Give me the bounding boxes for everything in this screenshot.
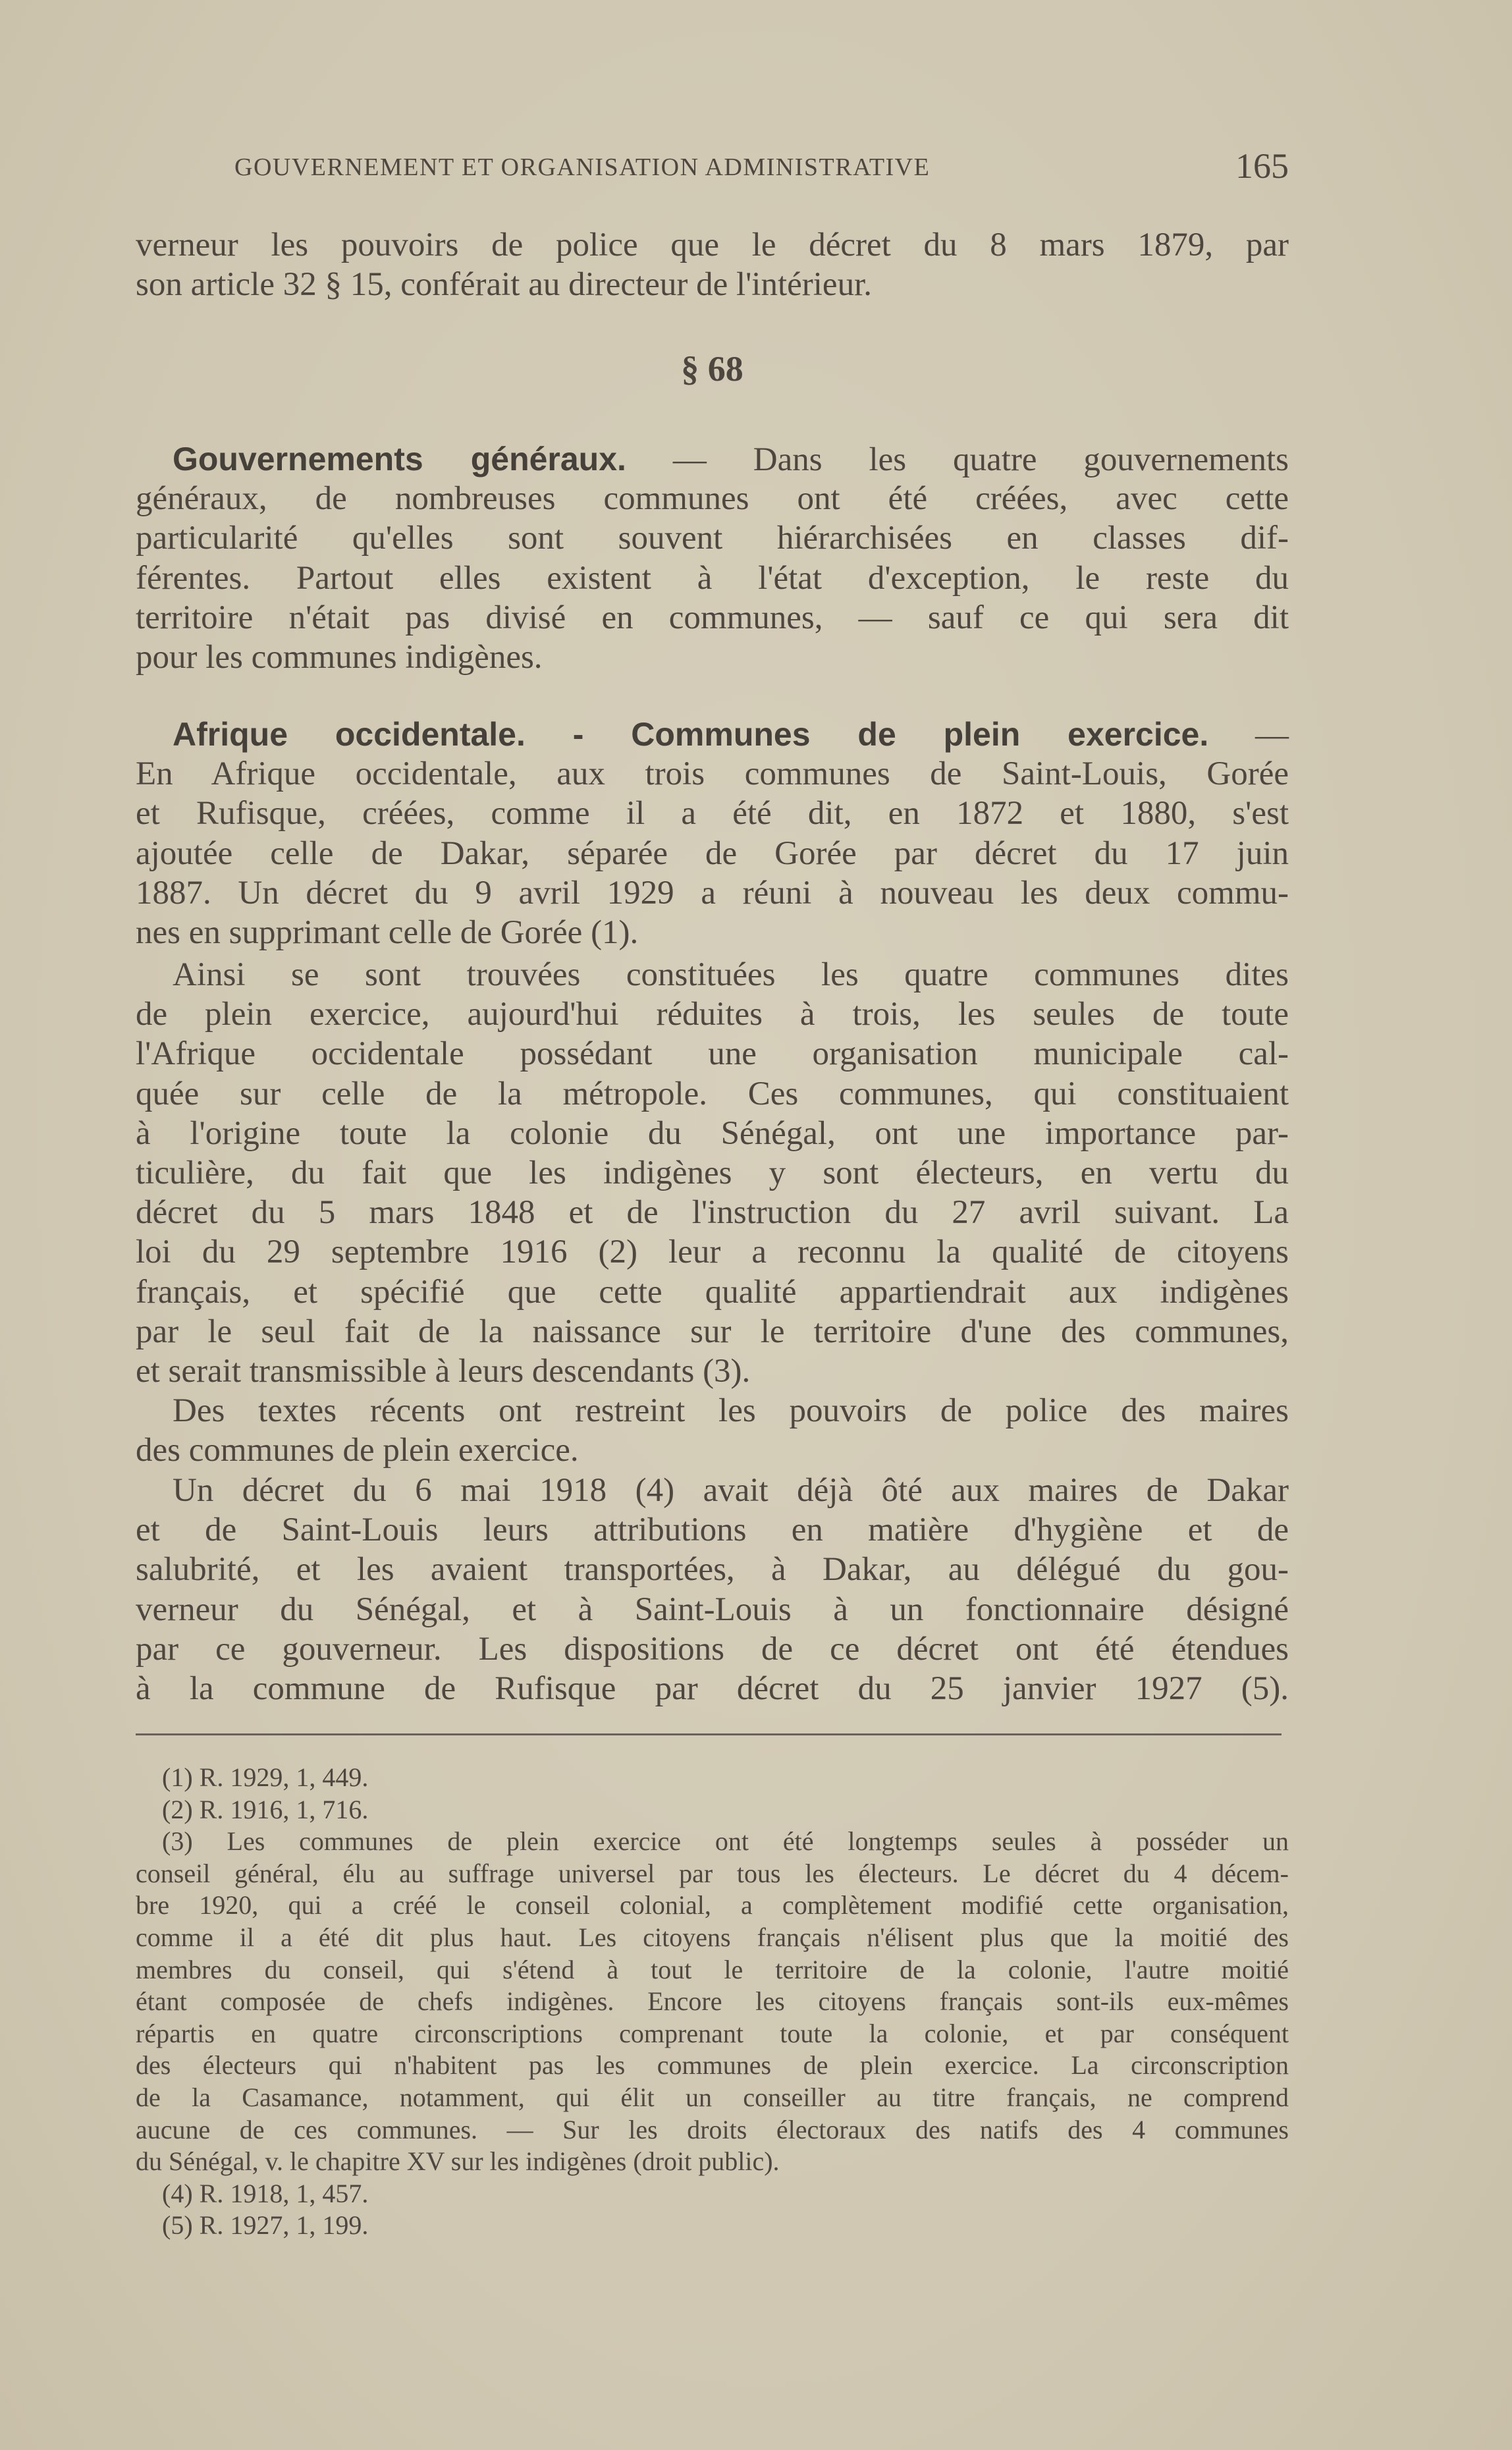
text-line: Ainsi se sont trouvées constituées les quatre communes dites <box>173 956 1289 993</box>
paragraph <box>136 955 1289 1391</box>
text-line: ticulière, du fait que les indigènes y sont électeurs, en vertu du <box>136 1154 1289 1191</box>
footnotes <box>136 1762 1289 2242</box>
paragraph-afrique-occidentale <box>136 715 1289 952</box>
text-line: (2) R. 1916, 1, 716. <box>162 1794 369 1824</box>
text-line: généraux, de nombreuses communes ont été créées, avec cette <box>136 480 1289 518</box>
text-line: Des textes récents ont restreint les pouvoirs de police des maires <box>173 1392 1289 1429</box>
text-line: (1) R. 1929, 1, 449. <box>162 1762 369 1792</box>
text-line: comme il a été dit plus haut. Les citoyens français n'élisent plus que la moitié des <box>136 1922 1289 1952</box>
text-line: membres du conseil, qui s'étend à tout le territoire de la colonie, l'autre moitié <box>136 1954 1289 1984</box>
paragraph <box>136 225 1289 304</box>
text-line: décret du 5 mars 1848 et de l'instruction du 27 avril suivant. La <box>136 1194 1289 1232</box>
text-line: de la Casamance, notamment, qui élit un conseiller au titre français, ne comprend <box>136 2082 1289 2112</box>
text-line: quée sur celle de la métropole. Ces communes, qui constituaient <box>136 1075 1289 1112</box>
text-line: territoire n'était pas divisé en communes, — sauf ce qui sera dit <box>136 599 1289 636</box>
text-line: (3) Les communes de plein exercice ont été longtemps seules à posséder un <box>162 1826 1289 1857</box>
page-header <box>234 146 1289 186</box>
text-line: à l'origine toute la colonie du Sénégal, ont une importance par- <box>136 1114 1289 1152</box>
text-line: répartis en quatre circonscriptions comprenant toute la colonie, et par conséquent <box>136 2018 1289 2048</box>
text-line: par le seul fait de la naissance sur le territoire d'une des communes, <box>136 1313 1289 1350</box>
text-line: et Rufisque, créées, comme il a été dit, en 1872 et 1880, s'est <box>136 795 1289 832</box>
text-line: férentes. Partout elles existent à l'état d'exception, le reste du <box>136 559 1289 597</box>
text-line: aucune de ces communes. — Sur les droits électoraux des natifs des 4 communes <box>136 2114 1289 2144</box>
text-line: l'Afrique occidentale possédant une organisation municipale cal- <box>136 1035 1289 1073</box>
text-line: ajoutée celle de Dakar, séparée de Gorée par décret du 17 juin <box>136 834 1289 872</box>
text-line: et de Saint-Louis leurs attributions en matière d'hygiène et de <box>136 1511 1289 1549</box>
text-line: nes en supprimant celle de Gorée (1). <box>136 913 639 951</box>
run-in-heading: Afrique occidentale. - Communes de plein exercice. <box>173 716 1209 753</box>
text-line <box>136 715 1289 754</box>
paragraph <box>136 1391 1289 1470</box>
text-line: En Afrique occidentale, aux trois communes de Saint-Louis, Gorée <box>136 755 1289 793</box>
text-line: verneur les pouvoirs de police que le décret du 8 mars 1879, par <box>136 227 1289 263</box>
text-line: de plein exercice, aujourd'hui réduites à trois, les seules de toute <box>136 996 1289 1033</box>
text-line: français, et spécifié que cette qualité appartiendrait aux indigènes <box>136 1273 1289 1311</box>
text-line: bre 1920, qui a créé le conseil colonial, a complètement modifié cette organisation, <box>136 1890 1289 1920</box>
text-line: Un décret du 6 mai 1918 (4) avait déjà ôté aux maires de Dakar <box>173 1472 1289 1509</box>
paragraph <box>136 1471 1289 1708</box>
text-line: loi du 29 septembre 1916 (2) leur a reconnu la qualité de citoyens <box>136 1234 1289 1271</box>
text-line: étant composée de chefs indigènes. Encore les citoyens français sont-ils eux-mêmes <box>136 1986 1289 2017</box>
page-number: 165 <box>1235 146 1289 186</box>
text-line: (4) R. 1918, 1, 457. <box>162 2178 369 2208</box>
section-heading: § 68 <box>681 349 743 389</box>
footnote-divider <box>136 1733 1282 1735</box>
text-line: son article 32 § 15, conférait au directeur de l'intérieur. <box>136 266 872 304</box>
text-line: verneur du Sénégal, et à Saint-Louis à un fonctionnaire désigné <box>136 1591 1289 1628</box>
text-line: conseil général, élu au suffrage universel par tous les électeurs. Le décret du 4 décem- <box>136 1858 1289 1888</box>
text-line: 1887. Un décret du 9 avril 1929 a réuni à nouveau les deux commu- <box>136 874 1289 912</box>
text-line: à la commune de Rufisque par décret du 25 janvier 1927 (5). <box>136 1670 1289 1707</box>
line-text: — Dans les quatre gouvernements <box>626 441 1289 478</box>
text-line: particularité qu'elles sont souvent hiérarchisées en classes dif- <box>136 520 1289 557</box>
line-text: — <box>1208 717 1289 753</box>
footnote <box>136 1794 1289 1826</box>
text-line: (5) R. 1927, 1, 199. <box>162 2210 369 2241</box>
run-in-heading: Gouvernements généraux. <box>173 441 626 477</box>
text-line: du Sénégal, v. le chapitre XV sur les indigènes (droit public). <box>136 2146 780 2177</box>
text-line: et serait transmissible à leurs descendants (3). <box>136 1352 751 1390</box>
text-line: des communes de plein exercice. <box>136 1432 579 1469</box>
footnote <box>136 2178 1289 2210</box>
footnote <box>136 1826 1289 2178</box>
paragraph-gouvernements-generaux <box>136 439 1289 677</box>
footnote <box>136 1762 1289 1794</box>
text-line: des électeurs qui n'habitent pas les communes de plein exercice. La circonscription <box>136 2050 1289 2081</box>
footnote <box>136 2210 1289 2242</box>
text-line: par ce gouverneur. Les dispositions de ce décret ont été étendues <box>136 1630 1289 1668</box>
text-line <box>136 439 1289 479</box>
text-line: pour les communes indigènes. <box>136 638 543 676</box>
running-title: GOUVERNEMENT ET ORGANISATION ADMINISTRATIVE <box>234 153 931 181</box>
text-line: salubrité, et les avaient transportées, à Dakar, au délégué du gou- <box>136 1551 1289 1589</box>
